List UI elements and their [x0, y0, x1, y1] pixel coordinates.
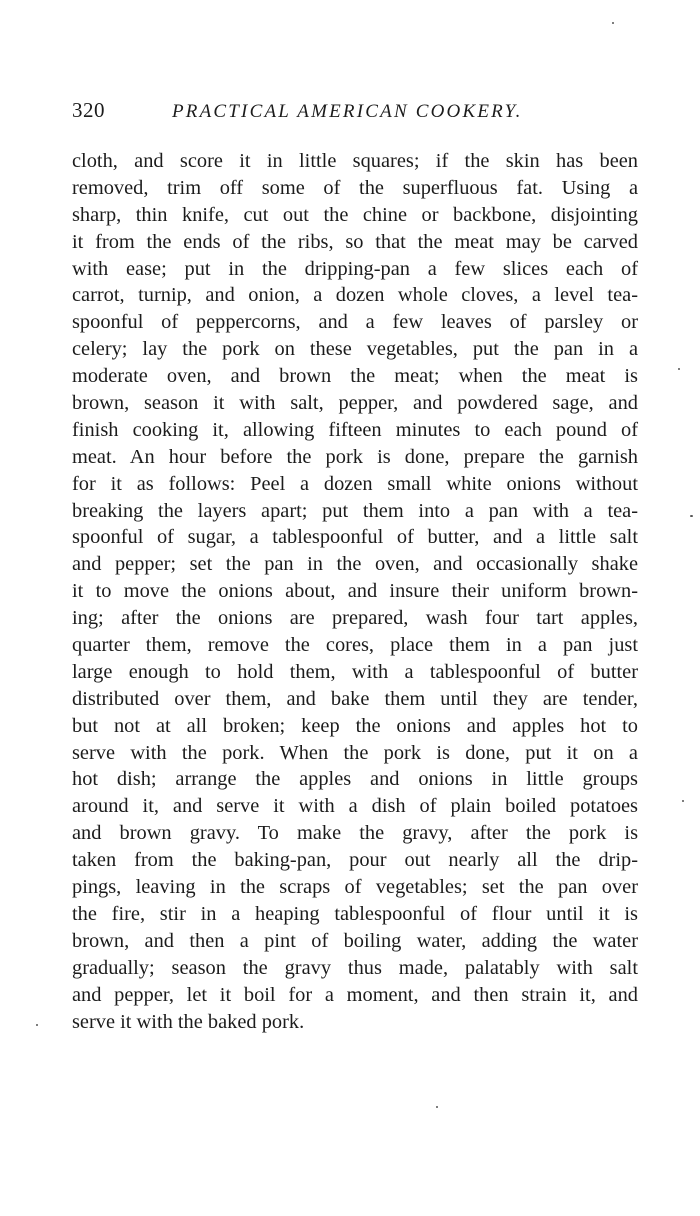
- text-line: hot dish; arrange the apples and onions in little groups: [72, 768, 638, 791]
- text-line: distributed over them, and bake them until they are tender,: [72, 687, 638, 710]
- text-line: gradually; season the gravy thus made, palatably with salt: [72, 956, 638, 979]
- page-number: 320: [72, 98, 105, 122]
- text-line: quarter them, remove the cores, place them in a pan just: [72, 634, 638, 657]
- scan-speck: [690, 515, 693, 517]
- text-line: the fire, stir in a heaping tablespoonful of flour until it is: [72, 902, 638, 925]
- scan-speck: [612, 22, 614, 24]
- text-line: it from the ends of the ribs, so that the meat may be carved: [72, 230, 638, 253]
- text-line: taken from the baking-pan, pour out nearly all the drip-: [72, 849, 638, 872]
- scan-speck: [436, 1106, 438, 1108]
- text-line: breaking the layers apart; put them into a pan with a tea-: [72, 499, 638, 522]
- text-line: moderate oven, and brown the meat; when the meat is: [72, 365, 638, 388]
- text-line: and pepper; set the pan in the oven, and occasionally shake: [72, 553, 638, 576]
- text-line: spoonful of sugar, a tablespoonful of butter, and a little salt: [72, 526, 638, 549]
- text-line: serve it with the baked pork.: [72, 1010, 305, 1033]
- text-line: and brown gravy. To make the gravy, after the pork is: [72, 822, 638, 845]
- text-line: meat. An hour before the pork is done, prepare the garnish: [72, 445, 638, 468]
- text-line: and pepper, let it boil for a moment, and then strain it, and: [72, 983, 638, 1006]
- text-line: brown, season it with salt, pepper, and powdered sage, and: [72, 392, 638, 415]
- scan-speck: [682, 800, 684, 802]
- scan-speck: [678, 368, 680, 370]
- text-line: large enough to hold them, with a tablespoonful of butter: [72, 660, 638, 683]
- text-line: but not at all broken; keep the onions and apples hot to: [72, 714, 638, 737]
- running-title: PRACTICAL AMERICAN COOKERY.: [172, 101, 523, 122]
- text-line: celery; lay the pork on these vegetables, put the pan in a: [72, 338, 638, 361]
- scan-speck: [36, 1024, 38, 1026]
- text-line: sharp, thin knife, cut out the chine or backbone, disjointing: [72, 203, 638, 226]
- text-line: finish cooking it, allowing fifteen minutes to each pound of: [72, 418, 638, 441]
- text-line: around it, and serve it with a dish of plain boiled potatoes: [72, 795, 638, 818]
- text-line: carrot, turnip, and onion, a dozen whole cloves, a level tea-: [72, 284, 638, 307]
- text-line: pings, leaving in the scraps of vegetables; set the pan over: [72, 876, 638, 899]
- text-line: with ease; put in the dripping-pan a few slices each of: [72, 257, 638, 280]
- text-line: removed, trim off some of the superfluous fat. Using a: [72, 176, 638, 199]
- text-line: cloth, and score it in little squares; if the skin has been: [72, 150, 638, 172]
- body-paragraph: [72, 148, 638, 1035]
- text-line: spoonful of peppercorns, and a few leaves of parsley or: [72, 311, 638, 334]
- text-line: for it as follows: Peel a dozen small white onions without: [72, 472, 638, 495]
- text-line: serve with the pork. When the pork is done, put it on a: [72, 741, 638, 764]
- text-line: ing; after the onions are prepared, wash four tart apples,: [72, 607, 638, 630]
- text-line: brown, and then a pint of boiling water, adding the water: [72, 929, 638, 952]
- text-line: it to move the onions about, and insure their uniform brown-: [72, 580, 638, 603]
